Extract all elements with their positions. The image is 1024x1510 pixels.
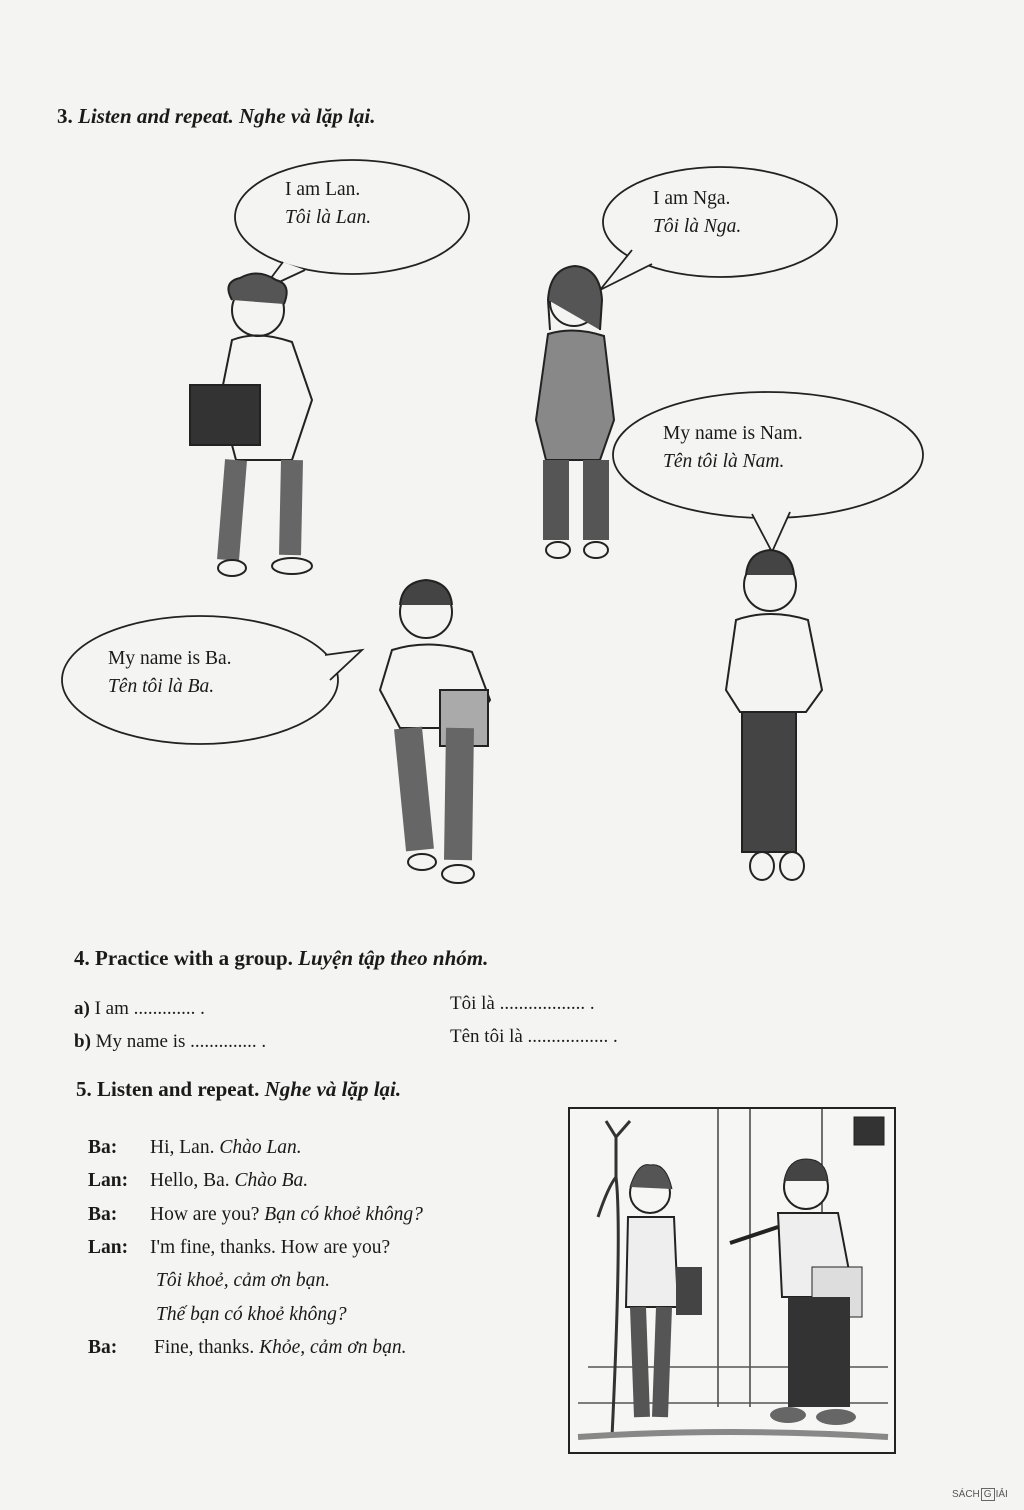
dialogue-line: Lan: Hello, Ba. Chào Ba. xyxy=(88,1170,309,1191)
watermark-logo: SÁCH G IẢI xyxy=(952,1489,1008,1500)
girl-lan-figure xyxy=(190,273,312,576)
bubble-text-nam: My name is Nam. Tên tôi là Nam. xyxy=(663,423,803,472)
dialogue-picture xyxy=(568,1107,896,1454)
section-4-heading: 4. Practice with a group. Luyện tập theo nhóm. xyxy=(74,946,489,970)
girl-nga-figure xyxy=(536,266,614,558)
bubble-text-lan: I am Lan. Tôi là Lan. xyxy=(285,179,372,228)
dialogue-line: Thế bạn có khoẻ không? xyxy=(156,1304,347,1325)
exercise-a-en: a) I am ............. . xyxy=(74,998,205,1019)
exercise-b-vi: Tên tôi là ................. . xyxy=(450,1026,618,1047)
dialogue-line: Ba: Hi, Lan. Chào Lan. xyxy=(88,1137,302,1158)
boy-nam-figure xyxy=(726,550,822,880)
bubble-text-ba: My name is Ba. Tên tôi là Ba. xyxy=(108,648,232,697)
section-3-heading: 3. Listen and repeat. Nghe và lặp lại. xyxy=(57,104,376,128)
boy-ba-figure xyxy=(380,580,490,883)
dialogue-line: Ba: How are you? Bạn có khoẻ không? xyxy=(88,1204,423,1225)
bubble-text-nga: I am Nga. Tôi là Nga. xyxy=(653,188,742,237)
section-5-heading: 5. Listen and repeat. Nghe và lặp lại. xyxy=(76,1077,402,1101)
exercise-a-vi: Tôi là .................. . xyxy=(450,993,595,1014)
dialogue-line: Ba: Fine, thanks. Khỏe, cảm ơn bạn. xyxy=(88,1337,407,1358)
dialogue-line: Lan: I'm fine, thanks. How are you? xyxy=(88,1237,391,1258)
exercise-b-en: b) My name is .............. . xyxy=(74,1031,267,1052)
dialogue-line: Tôi khoẻ, cảm ơn bạn. xyxy=(156,1270,330,1291)
